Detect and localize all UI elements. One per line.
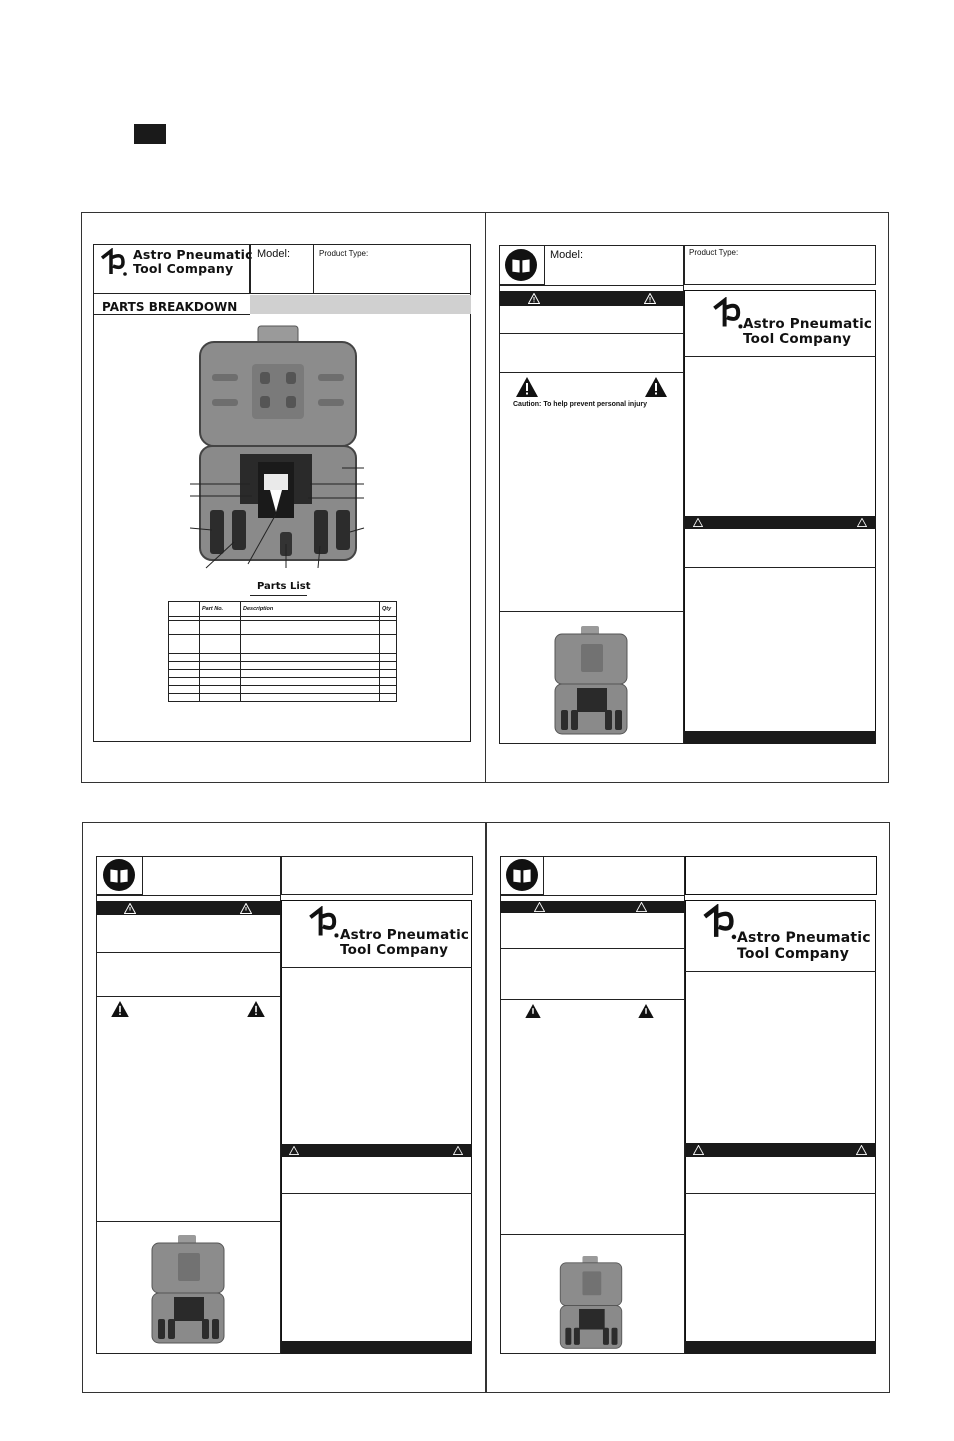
- col-header-description: Description: [241, 602, 380, 617]
- manual-right-column: [685, 900, 876, 1354]
- warning-bar: [499, 291, 684, 306]
- caution-icon-left: [111, 1001, 129, 1017]
- caution-icon-right: [645, 377, 667, 397]
- section-rule: [500, 1234, 685, 1235]
- table-row: [169, 694, 397, 702]
- manual-right-column: [281, 900, 472, 1354]
- page-marker: [134, 124, 166, 144]
- header-rule: [500, 895, 685, 896]
- table-row: [169, 654, 397, 662]
- product-type-cell: [281, 856, 473, 895]
- section-rule: [685, 1193, 876, 1194]
- section-rule: [281, 1193, 472, 1194]
- warning-icon: [453, 1146, 463, 1155]
- section-rule: [96, 996, 281, 997]
- table-row: [169, 662, 397, 670]
- tool-case-thumbnail: [553, 626, 629, 736]
- logo-rule: [685, 971, 876, 972]
- caution-text: Caution: To help prevent personal injury: [513, 401, 648, 408]
- model-label: Model:: [257, 248, 291, 260]
- brand-name-line2: Tool Company: [340, 942, 449, 958]
- brand-name-line1: Astro Pneumatic: [340, 927, 470, 943]
- brand-name-line2: Tool Company: [133, 261, 234, 276]
- col-header-part-no: Part No.: [200, 602, 241, 617]
- brand-name-line2: Tool Company: [743, 331, 852, 347]
- col-header-index: [169, 602, 200, 617]
- section-rule: [499, 333, 684, 334]
- caution-icon-left: [525, 1004, 541, 1018]
- astro-logo-icon: [306, 906, 342, 940]
- brand-logo: [710, 297, 746, 331]
- caution-icon-right: [638, 1004, 654, 1018]
- astro-logo-icon: [710, 297, 746, 331]
- tool-case-thumbnail: [150, 1235, 226, 1345]
- warning-icon: [693, 518, 703, 527]
- book-icon: [505, 858, 539, 892]
- warning-icon: [636, 902, 647, 912]
- logo-rule: [281, 967, 472, 968]
- parts-list-title: Parts List: [257, 581, 311, 592]
- section-rule: [499, 372, 684, 373]
- warning-icon: [857, 518, 867, 527]
- brand-logo: [701, 904, 739, 942]
- section-rule: [96, 1221, 281, 1222]
- section-rule: [500, 999, 685, 1000]
- footer-bar: [684, 731, 876, 744]
- footer-bar: [281, 1341, 472, 1354]
- table-row: [169, 621, 397, 635]
- section-rule: [96, 952, 281, 953]
- parts-list-table: [168, 601, 397, 702]
- table-row: [169, 635, 397, 654]
- product-type-label: Product Type:: [689, 248, 739, 257]
- section-rule: [499, 611, 684, 612]
- book-icon: [504, 248, 538, 282]
- header-rule: [96, 895, 281, 896]
- warning-icon: [240, 903, 252, 914]
- tool-case-thumbnail: [558, 1256, 624, 1350]
- caution-icon-left: [516, 377, 538, 397]
- brand-name-line2: Tool Company: [737, 946, 850, 962]
- logo-rule: [684, 356, 876, 357]
- section-rule: [684, 567, 876, 568]
- table-row: [169, 678, 397, 686]
- astro-logo-icon: [99, 248, 129, 278]
- brand-name-line1: Astro Pneumatic: [743, 316, 873, 332]
- warning-bar: [685, 1143, 876, 1157]
- product-type-label: Product Type:: [319, 249, 369, 258]
- warning-icon: [644, 293, 656, 304]
- warning-bar: [684, 516, 876, 529]
- brand-name-line1: Astro Pneumatic: [737, 930, 871, 946]
- book-icon: [102, 858, 136, 892]
- caution-icon-right: [247, 1001, 265, 1017]
- brand-logo: [306, 906, 342, 940]
- parts-breakdown-title: PARTS BREAKDOWN: [102, 300, 238, 314]
- table-row: [169, 670, 397, 678]
- warning-icon: [528, 293, 540, 304]
- warning-icon: [124, 903, 136, 914]
- section-rule: [500, 948, 685, 949]
- model-label: Model:: [550, 249, 584, 261]
- warning-bar: [500, 901, 685, 913]
- title-rule: [93, 314, 250, 315]
- warning-icon: [534, 902, 545, 912]
- warning-icon: [289, 1146, 299, 1155]
- warning-icon: [693, 1145, 704, 1155]
- warning-icon: [856, 1145, 867, 1155]
- parts-breakdown-band: [250, 295, 471, 314]
- parts-list-underline: [250, 595, 307, 596]
- astro-logo-icon: [701, 904, 739, 942]
- header-rule: [499, 285, 684, 286]
- col-header-qty: Qty: [380, 602, 397, 617]
- table-row: [169, 686, 397, 694]
- footer-bar: [685, 1341, 876, 1354]
- warning-bar: [281, 1144, 472, 1157]
- product-type-cell: [685, 856, 877, 895]
- callout-lines: [190, 460, 370, 570]
- brand-name-line1: Astro Pneumatic: [133, 247, 253, 262]
